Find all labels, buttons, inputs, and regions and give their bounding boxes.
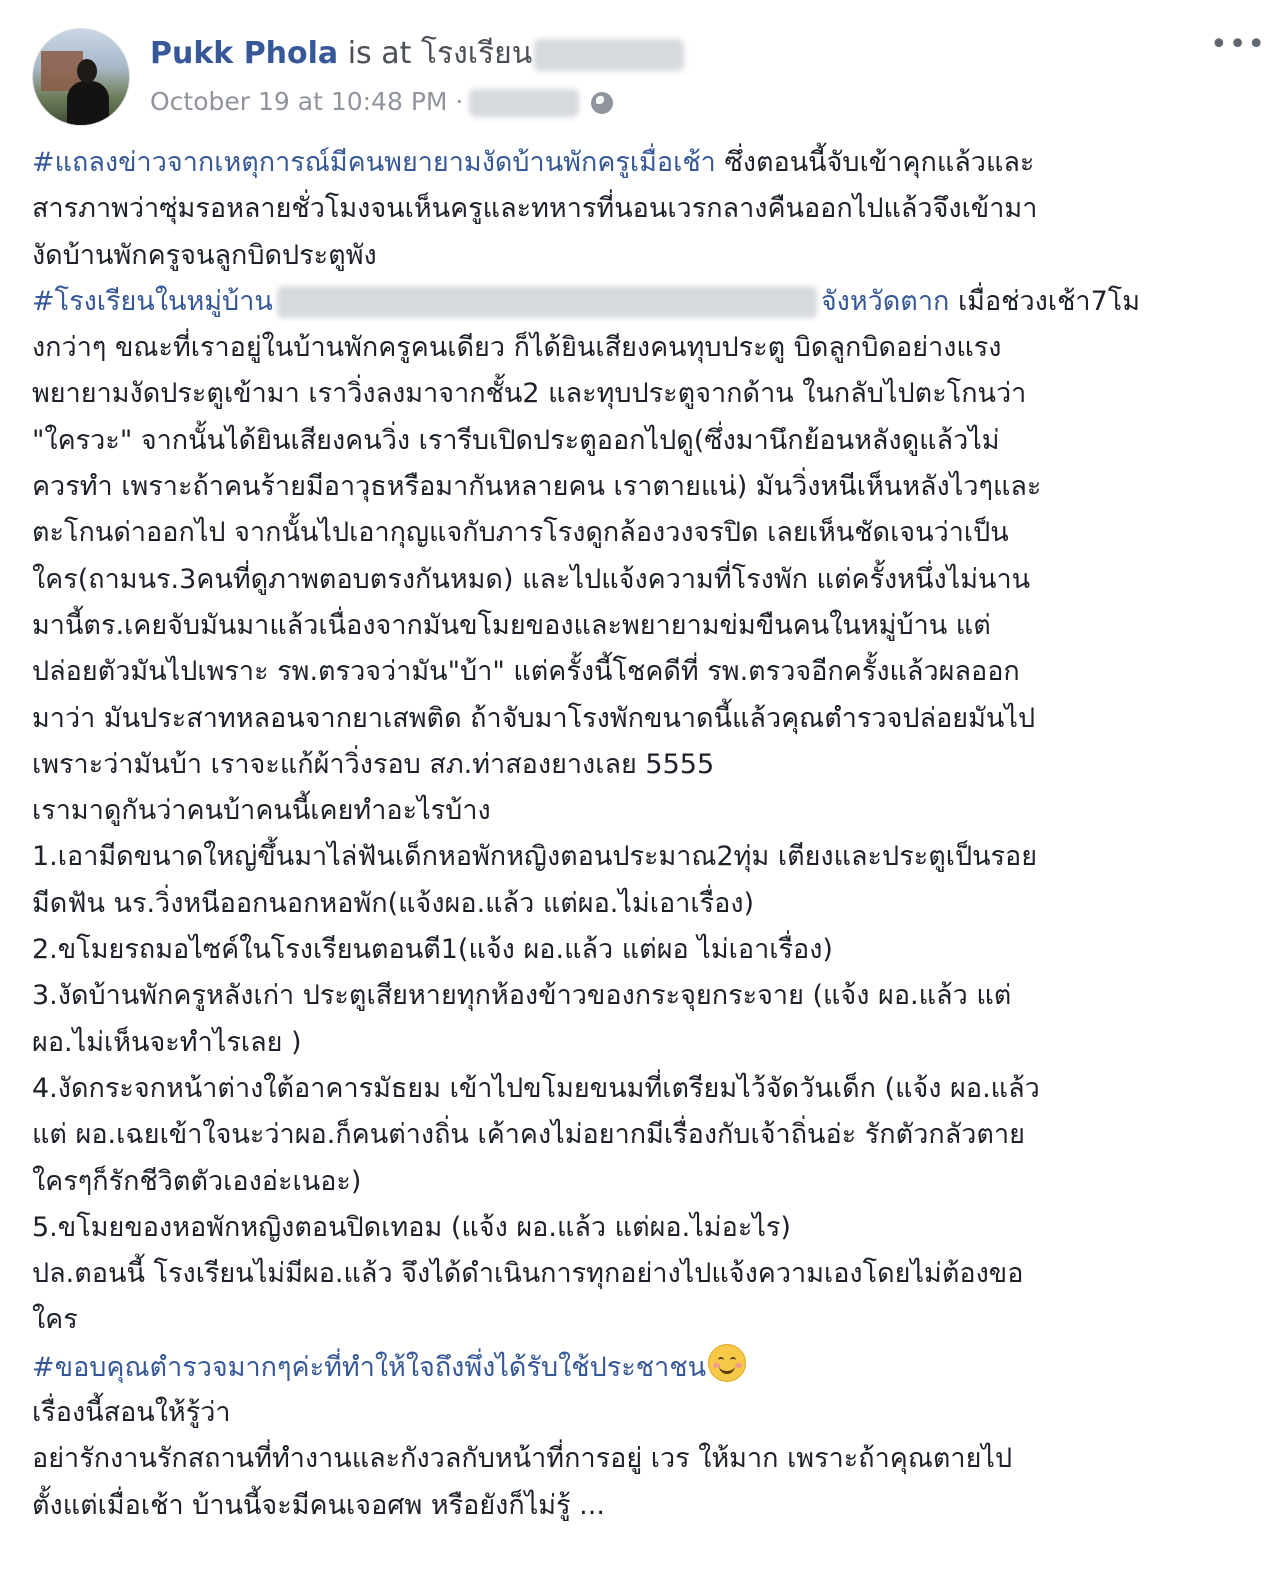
post-line: [32, 140, 1248, 186]
post-line: อย่ารักงานรักสถานที่ทำงานและกังวลกับหน้าที่การอยู่ เวร ให้มาก เพราะถ้าคุณตายไป: [32, 1443, 1013, 1475]
post-line: ใครๆก็รักชีวิตตัวเองอ่ะเนอะ): [32, 1165, 362, 1197]
avatar-person-head: [77, 59, 97, 83]
post-line: แต่ ผอ.เฉยเข้าใจนะว่าผอ.ก็คนต่างถิ่น เค้าคงไม่อยากมีเรื่องกับเจ้าถิ่นอ่ะ รักตัวกลัวตาย: [32, 1119, 1025, 1151]
hashtag-link[interactable]: #โรงเรียนในหมู่บ้าน: [32, 285, 273, 317]
post-line: มาว่า มันประสาทหลอนจากยาเสพติด ถ้าจับมาโรงพักขนาดนี้แล้วคุณตำรวจปล่อยมันไป: [32, 702, 1036, 734]
post-line: เรามาดูกันว่าคนบ้าคนนี้เคยทำอะไรบ้าง: [32, 795, 491, 827]
post-body: [32, 140, 1248, 1529]
post-timestamp-link[interactable]: October 19 at 10:48 PM ·: [150, 87, 464, 116]
more-options-icon[interactable]: •••: [1210, 27, 1267, 62]
post-line: ปล่อยตัวมันไปเพราะ รพ.ตรวจว่ามัน"บ้า" แต่ครั้งนี้โชคดีที่ รพ.ตรวจอีกครั้งแล้วผลออก: [32, 656, 1020, 688]
post-line: ตั้งแต่เมื่อเช้า บ้านนี้จะมีคนเจอศพ หรือยังก็ไม่รู้ ...: [32, 1489, 605, 1521]
emoji-eye: [730, 1357, 736, 1363]
is-at-text: is at: [338, 36, 421, 71]
hashtag-link[interactable]: #แถลงข่าวจากเหตุการณ์มีคนพยายามงัดบ้านพักครูเมื่อเช้า: [32, 147, 716, 178]
post-line: มานี้ตร.เคยจับมันมาแล้วเนื่องจากมันขโมยของและพยายามข่มขืนคนในหมู่บ้าน แต่: [32, 609, 991, 641]
post-line: [32, 1344, 1248, 1390]
post-meta: [150, 84, 613, 120]
post-line: พยายามงัดประตูเข้ามา เราวิ่งลงมาจากชั้น2 และทุบประตูจากด้าน ในกลับไปตะโกนว่า: [32, 378, 1027, 410]
blurred-place-name: [534, 39, 684, 71]
hashtag-continuation[interactable]: จังหวัดตาก: [820, 285, 950, 317]
hashtag-link[interactable]: #ขอบคุณตำรวจมากๆค่ะที่ทำให้ใจถึงพึ่งได้รับใช้ประชาชน: [32, 1351, 707, 1383]
post-line: ปล.ตอนนี้ โรงเรียนไม่มีผอ.แล้ว จึงได้ดำเนินการทุกอย่างไปแจ้งความเองโดยไม่ต้องขอ: [32, 1258, 1024, 1290]
post-header: [150, 34, 684, 74]
post-line: สารภาพว่าซุ่มรอหลายชั่วโมงจนเห็นครูและทหารที่นอนเวรกลางคืนออกไปแล้วจึงเข้ามา: [32, 193, 1038, 225]
emoji-cheek: [735, 1363, 742, 1368]
post-line: เพราะว่ามันบ้า เราจะแก้ผ้าวิ่งรอบ สภ.ท่าสองยางเลย 5555: [32, 748, 715, 780]
post-line: 1.เอามีดขนาดใหญ่ขึ้นมาไล่ฟันเด็กหอพักหญิงตอนประมาณ2ทุ่ม เตียงและประตูเป็นรอย: [32, 841, 1038, 873]
post-line: งกว่าๆ ขณะที่เราอยู่ในบ้านพักครูคนเดียว ก็ได้ยินเสียงคนทุบประตู บิดลูกบิดอย่างแรง: [32, 332, 1002, 364]
place-name-link[interactable]: โรงเรียน: [420, 36, 533, 71]
post-line: ผอ.ไม่เห็นจะทำไรเลย ): [32, 1026, 302, 1058]
author-name-link[interactable]: Pukk Phola: [150, 36, 339, 71]
post-line: มีดฟัน นร.วิ่งหนีออกนอกหอพัก(แจ้งผอ.แล้ว แต่ผอ.ไม่เอาเรื่อง): [32, 887, 755, 919]
post-text: เมื่อช่วงเช้า7โม: [949, 285, 1141, 317]
avatar-person-body: [67, 81, 109, 126]
globe-icon[interactable]: [591, 92, 613, 114]
smiling-face-emoji-icon: [708, 1344, 746, 1382]
post-line: งัดบ้านพักครูจนลูกบิดประตูพัง: [32, 239, 377, 271]
post-line: ตะโกนด่าออกไป จากนั้นไปเอากุญแจกับภารโรงดูกล้องวงจรปิด เลยเห็นชัดเจนว่าเป็น: [32, 517, 1009, 549]
blurred-location: [469, 89, 579, 117]
post-line: 5.ขโมยของหอพักหญิงตอนปิดเทอม (แจ้ง ผอ.แล้ว แต่ผอ.ไม่อะไร): [32, 1211, 791, 1243]
post-text: ซึ่งตอนนี้จับเข้าคุกแล้วและ: [715, 147, 1035, 178]
post-line: ควรทำ เพราะถ้าคนร้ายมีอาวุธหรือมากันหลายคน เราตายแน่) มันวิ่งหนีเห็นหลังไวๆและ: [32, 471, 1042, 503]
post-line: 4.งัดกระจกหน้าต่างใต้อาคารมัธยม เข้าไปขโมยขนมที่เตรียมไว้จัดวันเด็ก (แจ้ง ผอ.แล้ว: [32, 1072, 1040, 1104]
post-line: เรื่องนี้สอนให้รู้ว่า: [32, 1397, 231, 1429]
post-line: "ใครวะ" จากนั้นได้ยินเสียงคนวิ่ง เรารีบเปิดประตูออกไปดู(ซึ่งมานึกย้อนหลังดูแล้วไม่: [32, 424, 1000, 456]
post-line: 3.งัดบ้านพักครูหลังเก่า ประตูเสียหายทุกห้องข้าวของกระจุยกระจาย (แจ้ง ผอ.แล้ว แต่: [32, 980, 1012, 1012]
post-line: [32, 279, 1248, 325]
emoji-cheek: [713, 1363, 720, 1368]
post-line: ใคร(ถามนร.3คนที่ดูภาพตอบตรงกันหมด) และไปแจ้งความที่โรงพัก แต่ครั้งหนึ่งไม่นาน: [32, 563, 1031, 595]
post-line: ใคร: [32, 1304, 78, 1336]
post-line: 2.ขโมยรถมอไซค์ในโรงเรียนตอนตี1(แจ้ง ผอ.แล้ว แต่ผอ ไม่เอาเรื่อง): [32, 934, 833, 966]
blurred-village-name: [277, 286, 817, 318]
profile-avatar[interactable]: [32, 28, 130, 126]
